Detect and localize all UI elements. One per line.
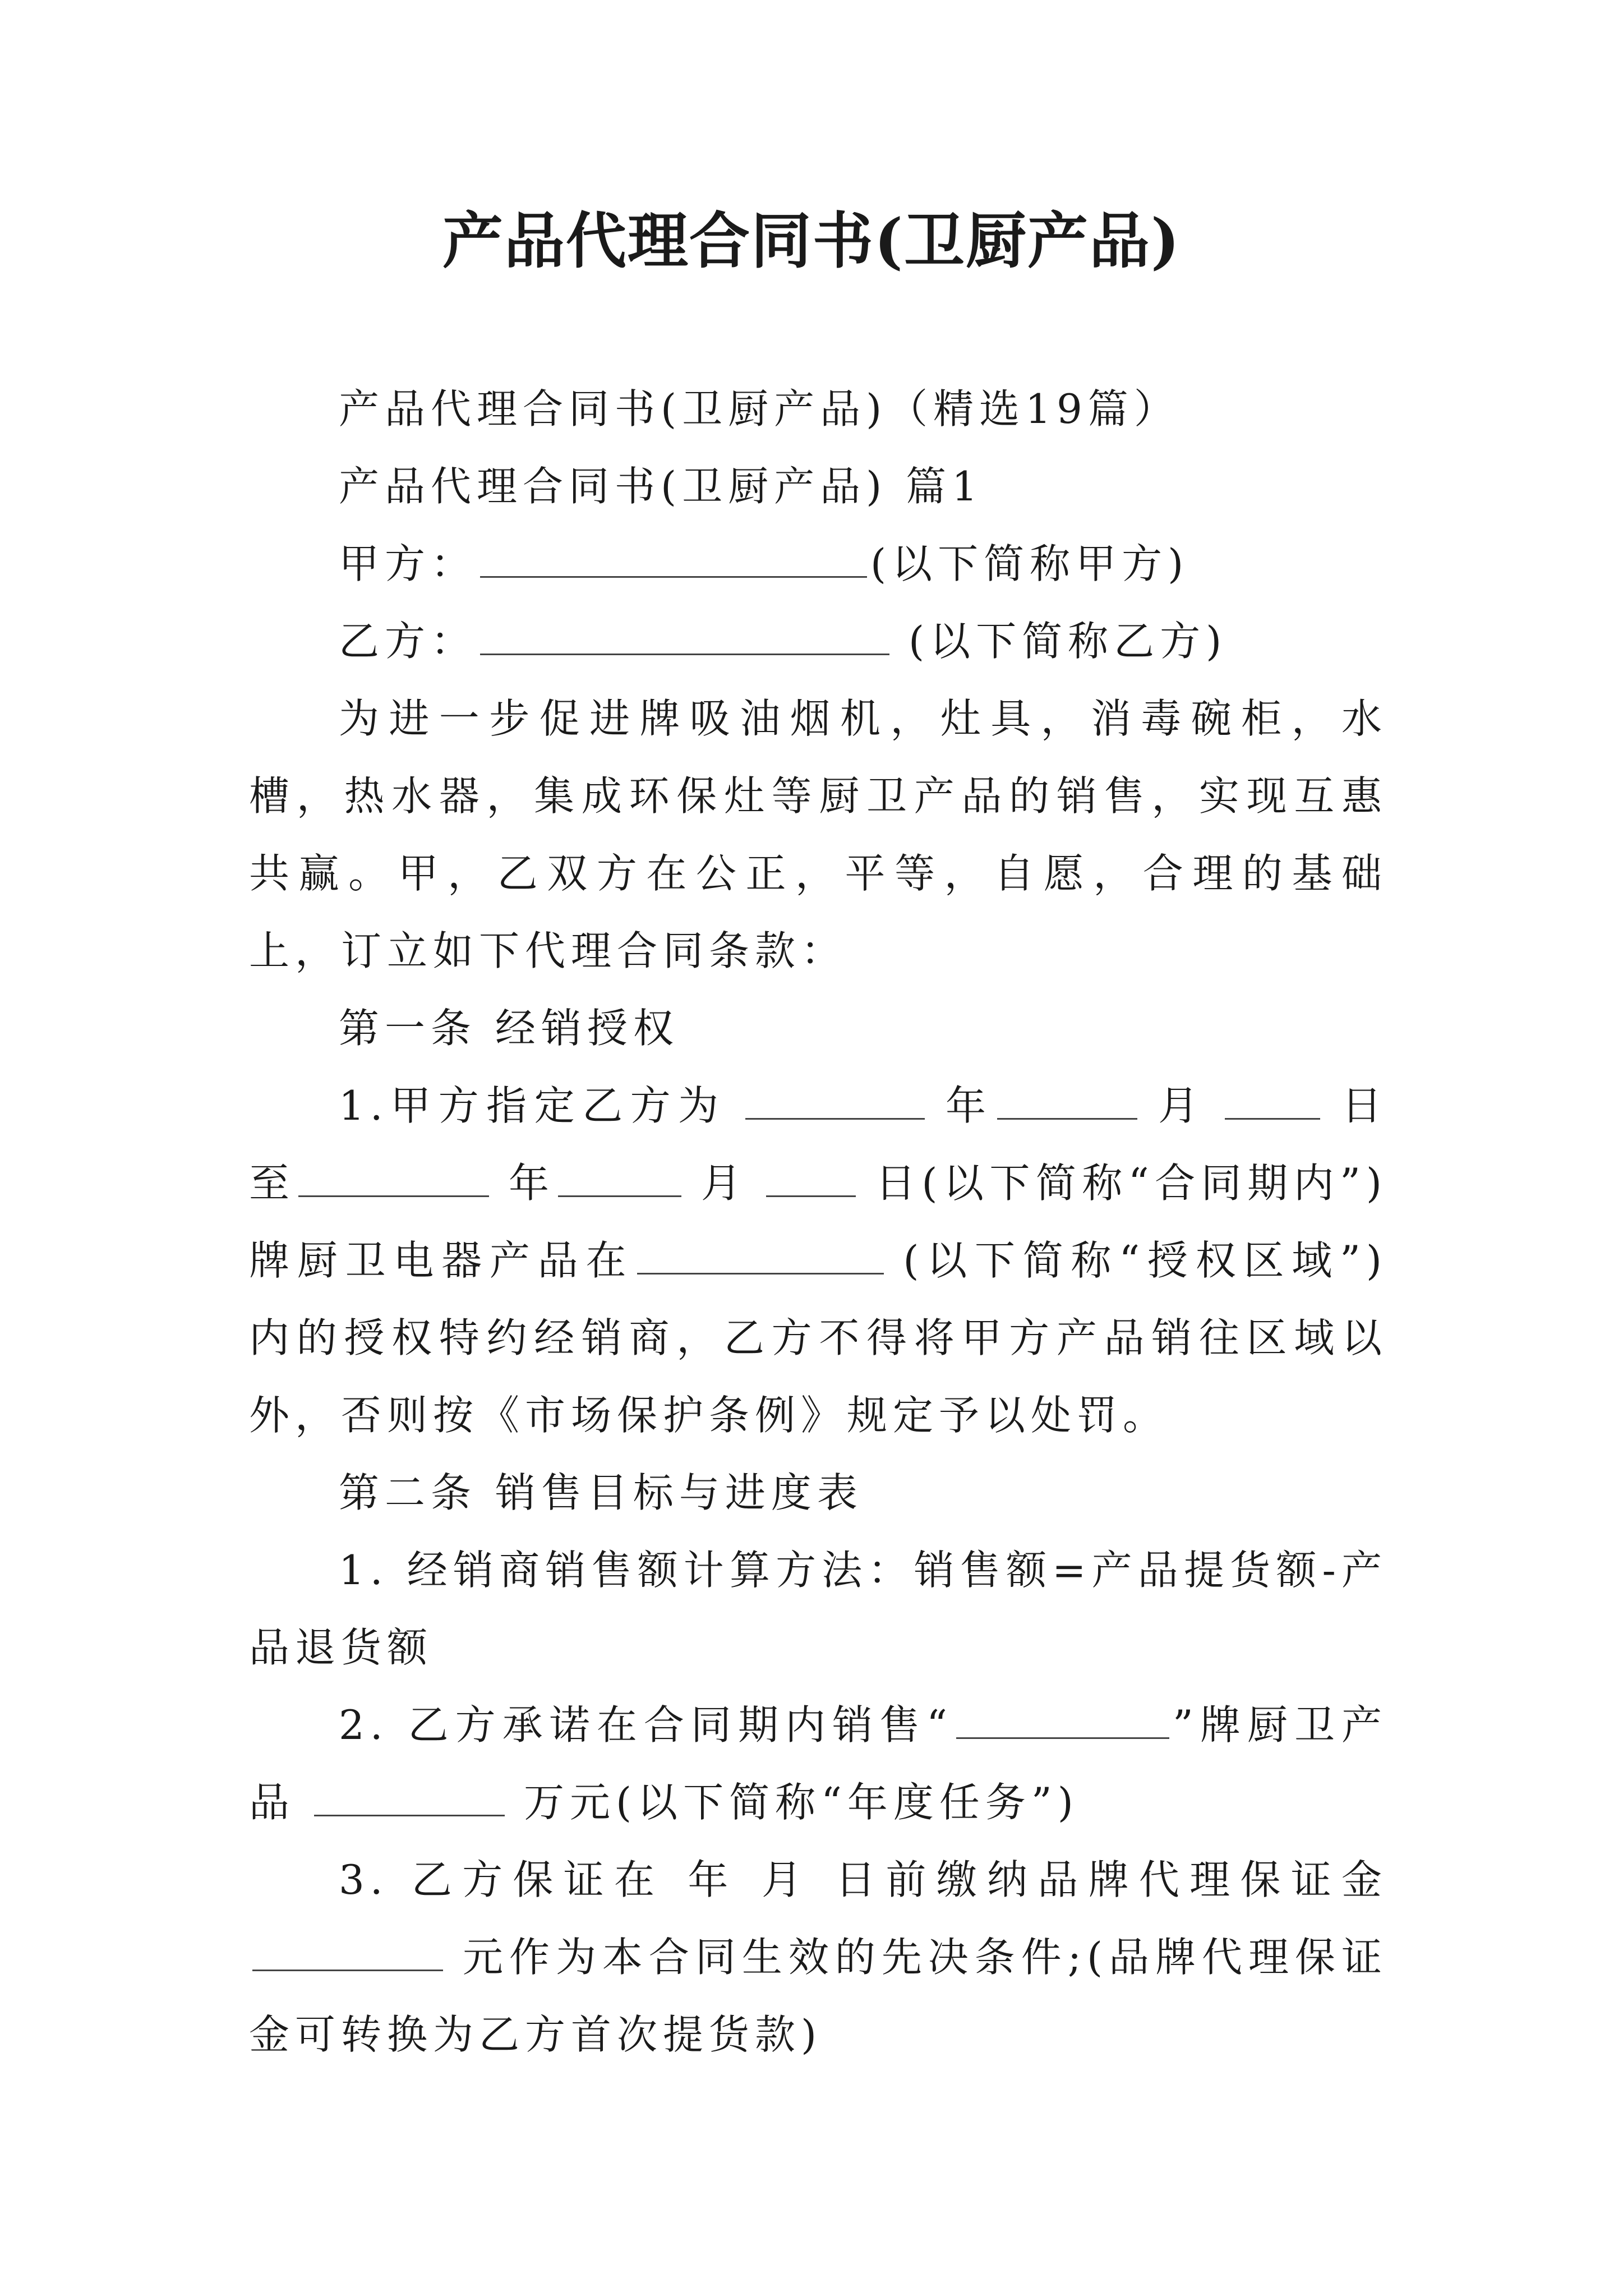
end-day-blank (766, 1163, 856, 1197)
section-heading: 产品代理合同书(卫厨产品) 篇1 (339, 463, 983, 510)
article-2-item-1: 1. 经销商销售额计算方法：销售额=产品提货额-产品退货额 (249, 1547, 1387, 1671)
end-year-blank (298, 1163, 489, 1197)
clause-text: ”牌厨卫产品 (249, 1701, 1387, 1826)
article-1-clause-1 (249, 1067, 1387, 1454)
to-label: 至 (249, 1159, 296, 1207)
intro-paragraph: 为进一步促进牌吸油烟机，灶具，消毒碗柜，水槽，热水器，集成环保灶等厨卫产品的销售，实现互惠共赢。甲，乙双方在公正，平等，自愿，合理的基础上，订立如下代理合同条款： (249, 695, 1387, 974)
end-month-blank (558, 1163, 681, 1197)
article-2-heading: 第二条 销售目标与进度表 (339, 1469, 863, 1516)
party-a-suffix: (以下简称甲方) (870, 540, 1189, 587)
article-2-item-3 (249, 1841, 1387, 2073)
clause-text: (以下简称“授权区域”)内的授权特约经销商，乙方不得将甲方产品销往区域以外，否则按《市场保护条例》规定予以处罚。 (249, 1237, 1387, 1439)
clause-text: 万元(以下简称“年度任务”) (524, 1779, 1079, 1826)
subtitle-line: 产品代理合同书(卫厨产品)（精选19篇） (339, 385, 1180, 432)
clause-text: 元作为本合同生效的先决条件;(品牌代理保证金可转换为乙方首次提货款) (249, 1934, 1387, 2058)
start-month-blank (997, 1085, 1137, 1120)
deposit-blank (252, 1937, 443, 1971)
day-label: 日 (1339, 1082, 1387, 1129)
brand-blank (956, 1705, 1169, 1739)
party-b-label: 乙方： (339, 618, 477, 665)
region-blank (637, 1240, 884, 1274)
start-year-blank (745, 1085, 925, 1120)
clause-text: 3. 乙方保证在 年 月 日前缴纳品牌代理保证金 (339, 1856, 1387, 1903)
party-b-blank (480, 621, 889, 655)
document-title: 产品代理合同书(卫厨产品) (442, 206, 1181, 277)
start-day-blank (1225, 1085, 1320, 1120)
month-label: 月 (700, 1159, 748, 1207)
year-label: 年 (508, 1159, 555, 1207)
clause-text: 2. 乙方承诺在合同期内销售“ (339, 1701, 953, 1749)
year-label: 年 (943, 1082, 994, 1129)
party-a-line (249, 525, 1387, 602)
amount-blank (314, 1782, 505, 1816)
party-a-label: 甲方： (339, 540, 477, 587)
clause-text: 日(以下简称“合同期内”)牌厨卫电器产品在 (249, 1159, 1387, 1284)
party-b-suffix: (以下简称乙方) (909, 618, 1228, 665)
article-1-heading: 第一条 经销授权 (339, 1005, 679, 1052)
party-a-blank (480, 544, 867, 578)
party-b-line (249, 602, 1387, 680)
document-body (249, 370, 1387, 2073)
month-label: 月 (1156, 1082, 1206, 1129)
clause-text: 1.甲方指定乙方为 (339, 1082, 726, 1129)
article-2-item-2 (249, 1686, 1387, 1841)
